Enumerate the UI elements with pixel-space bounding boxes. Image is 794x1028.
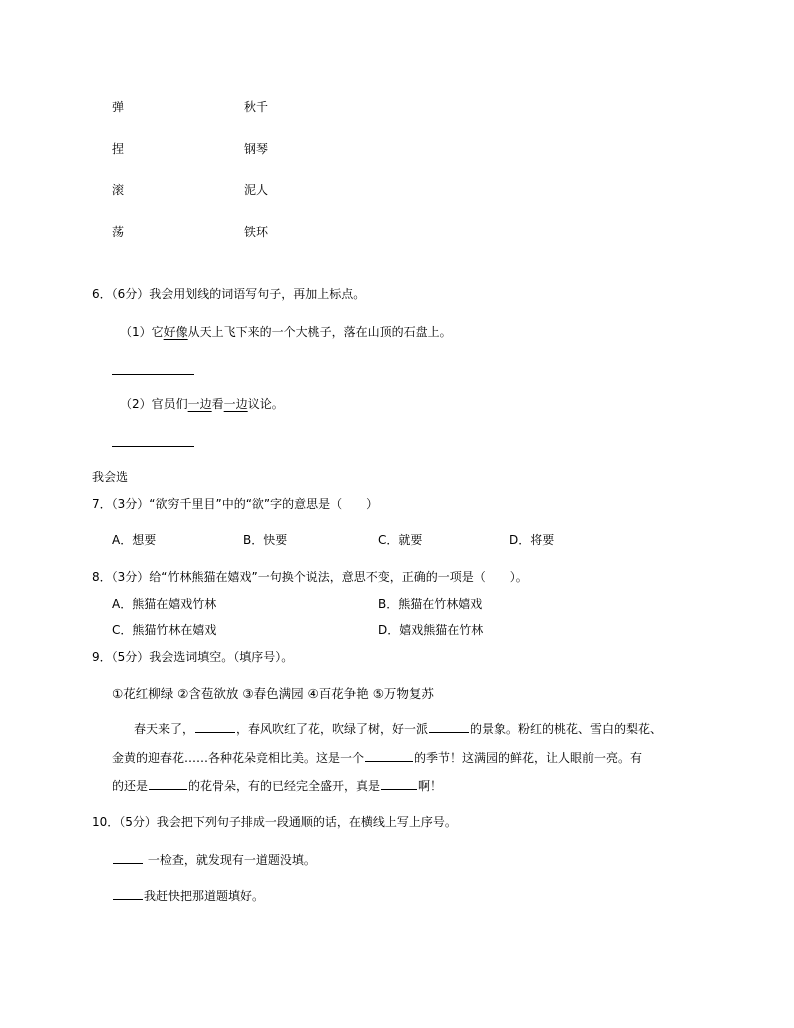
- match-right-1: 秋千: [244, 100, 269, 114]
- q9-paragraph-line-1: 春天来了， ，春风吹红了花，吹绿了树，好一派 的景象。粉红的桃花、雪白的梨花、: [134, 722, 663, 736]
- section-label: 我会选: [92, 470, 129, 484]
- q10-line-1: 一检查，就发现有一道题没填。: [112, 851, 316, 868]
- q9-title: 9．（5分）我会选词填空。（填序号）。: [92, 650, 294, 664]
- q9-blank-5[interactable]: [381, 777, 417, 790]
- q9-blank-1[interactable]: [195, 720, 235, 733]
- match-left-1: 弹: [112, 100, 125, 114]
- q9-blank-3[interactable]: [365, 749, 413, 762]
- q10-blank-2[interactable]: [113, 887, 143, 900]
- q8-title: 8．（3分）给“竹林熊猫在嬉戏”一句换个说法，意思不变，正确的一项是（ ）。: [92, 570, 528, 584]
- q6-sentence-1: （1）它好像从天上飞下来的一个大桃子，落在山顶的石盘上。: [120, 325, 452, 339]
- q6-s1-underlined: 好像: [163, 325, 188, 339]
- q6-s2-underlined-1: 一边: [187, 397, 212, 411]
- q8-option-d[interactable]: D．嬉戏熊猫在竹林: [378, 623, 484, 637]
- q6-answer-line-1[interactable]: [112, 374, 194, 375]
- q8-option-c[interactable]: C．熊猫竹林在嬉戏: [112, 623, 217, 637]
- match-left-3: 滚: [112, 183, 125, 197]
- match-left-2: 捏: [112, 142, 125, 156]
- q9-word-choices: ①花红柳绿 ②含苞欲放 ③春色满园 ④百花争艳 ⑤万物复苏: [112, 686, 434, 701]
- q6-title: 6．（6分）我会用划线的词语写句子，再加上标点。: [92, 287, 366, 301]
- match-right-2: 钢琴: [244, 142, 269, 156]
- q8-option-b[interactable]: B．熊猫在竹林嬉戏: [378, 597, 483, 611]
- q7-option-b[interactable]: B．快要: [243, 533, 288, 547]
- q9-blank-4[interactable]: [149, 777, 187, 790]
- match-right-4: 铁环: [244, 225, 269, 239]
- q7-title: 7．（3分）“欲穷千里目”中的“欲”字的意思是（ ）: [92, 497, 379, 511]
- q9-paragraph-line-3: 的还是 的花骨朵，有的已经完全盛开，真是 啊！: [112, 779, 443, 793]
- q6-s2-underlined-2: 一边: [223, 397, 248, 411]
- q8-option-a[interactable]: A．熊猫在嬉戏竹林: [112, 597, 217, 611]
- match-right-3: 泥人: [244, 183, 269, 197]
- q6-answer-line-2[interactable]: [112, 446, 194, 447]
- q7-option-c[interactable]: C．就要: [378, 533, 423, 547]
- q10-blank-1[interactable]: [113, 851, 143, 864]
- q10-title: 10．（5分）我会把下列句子排成一段通顺的话，在横线上写上序号。: [92, 815, 457, 829]
- q7-option-a[interactable]: A．想要: [112, 533, 157, 547]
- q6-sentence-2: （2）官员们一边看一边议论。: [120, 397, 284, 411]
- q9-blank-2[interactable]: [429, 720, 469, 733]
- q9-paragraph-line-2: 金黄的迎春花……各种花朵竞相比美。这是一个 的季节！这满园的鲜花，让人眼前一亮。有: [112, 751, 643, 765]
- q10-line-2: 我赶快把那道题填好。: [112, 887, 264, 904]
- q7-option-d[interactable]: D．将要: [509, 533, 555, 547]
- match-left-4: 荡: [112, 225, 125, 239]
